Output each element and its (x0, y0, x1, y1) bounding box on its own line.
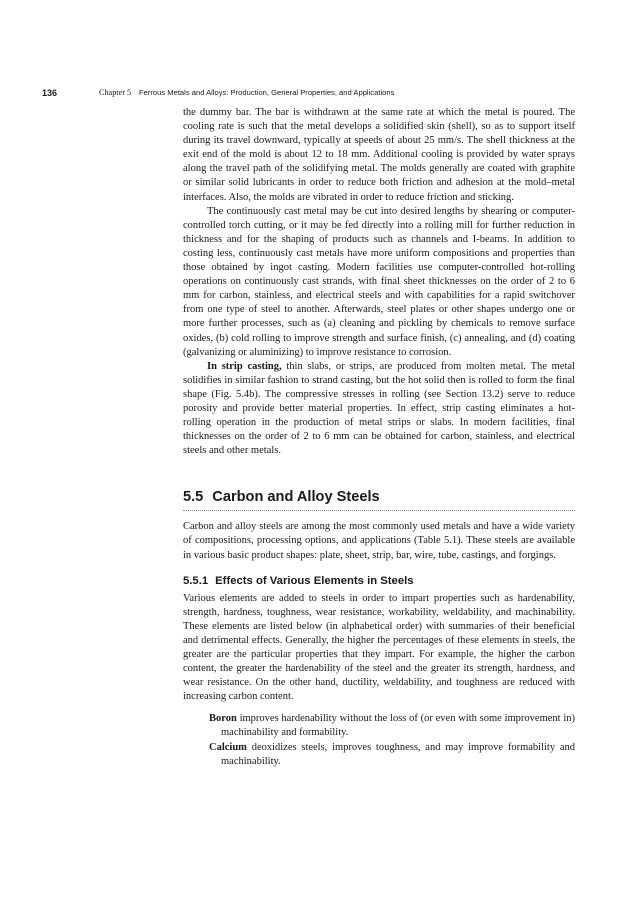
term-calcium: Calcium (209, 741, 247, 753)
term-strip-casting: In strip casting, (207, 360, 282, 372)
page-body (183, 106, 575, 769)
subsection-title: Effects of Various Elements in Steels (215, 574, 414, 587)
paragraph-strip-casting (183, 360, 575, 459)
strip-casting-text: thin slabs, or strips, are produced from molten metal. The metal solidifies in similar fashion to strand casting, but the hot solid then is rolled to form the final shape (Fig. 5.4b). The compressive stresses in rolling (see Section 13.2) serve to reduce porosity and provide better material properties. In effect, strip casting eliminates a hot-rolling operation in the production of metal strips or slabs. In modern facilities, final thicknesses on the order of 2 to 6 mm can be obtained for carbon, stainless, and electrical steels and other metals. (183, 360, 575, 457)
list-item-calcium (209, 741, 575, 769)
paragraph-continuous-casting: the dummy bar. The bar is withdrawn at the same rate at which the metal is poured. The cooling rate is such that the metal develops a solidified skin (shell), so as to support itself during its travel downward, typically at speeds of about 25 mm/s. The shell thickness at the exit end of the mold is about 12 to 18 mm. Additional cooling is provided by water sprays along the travel path of the solidifying metal. The molds generally are coated with graphite or similar solid lubricants in order to reduce both friction and adhesion at the mold–metal interfaces. Also, the molds are vibrated in order to reduce friction and sticking. (183, 107, 575, 203)
section-number: 5.5 (183, 489, 204, 506)
paragraph-carbon-alloy-steels: Carbon and alloy steels are among the most commonly used metals and have a wide variety of compositions, processing options, and applications (Table 5.1). These steels are available in various basic product shapes: plate, sheet, strip, bar, wire, tube, castings, and forgings. (183, 521, 575, 561)
page-number: 136 (42, 88, 58, 98)
running-head (42, 86, 602, 100)
boron-text: improves hardenability without the loss of (or even with some improvement in) machinability and formability. (221, 713, 575, 739)
chapter-label: Chapter 5 (99, 88, 132, 97)
subsection-number: 5.5.1 (183, 574, 209, 587)
calcium-text: deoxidizes steels, improves toughness, and may improve formability and machinability. (221, 741, 575, 767)
paragraph-continuous-cast-metal: The continuously cast metal may be cut into desired lengths by shearing or computer-controlled torch cutting, or it may be fed directly into a rolling mill for further reduction in thickness and for the shaping of products such as channels and I-beams. In addition to costing less, continuously cast metals have more uniform compositions and properties than those obtained by ingot casting. Modern facilities use computer-controlled hot-rolling operations on continuously cast strands, with final sheet thicknesses on the order of 2 to 6 mm for carbon, stainless, and electrical steels and with capabilities for a rapid switchover from one type of steel to another. Afterwards, steel plates or other shapes undergo one or more further processes, such as (a) cleaning and pickling by chemicals to remove surface oxides, (b) cold rolling to improve strength and surface finish, (c) annealing, and (d) coating (galvanizing or aluminizing) to improve resistance to corrosion. (183, 205, 575, 358)
subsection-heading (183, 573, 575, 589)
paragraph-elements-effects: Various elements are added to steels in order to impart properties such as hardenability, strength, hardness, toughness, wear resistance, workability, weldability, and machinability. These elements are listed below (in alphabetical order) with summaries of their beneficial and detrimental effects. Generally, the higher the percentages of these elements in steels, the greater are the particular properties that they impart. For example, the higher the carbon content, the greater the hardenability of the steel and the greater its strength, hardness, and wear resistance. On the other hand, ductility, weldability, and toughness are reduced with increasing carbon content. (183, 592, 575, 703)
section-title: Carbon and Alloy Steels (212, 489, 380, 506)
list-item-boron (209, 712, 575, 740)
term-boron: Boron (209, 713, 237, 725)
section-heading (183, 487, 575, 511)
chapter-title: Ferrous Metals and Alloys: Production, General Properties, and Applications (139, 88, 395, 97)
